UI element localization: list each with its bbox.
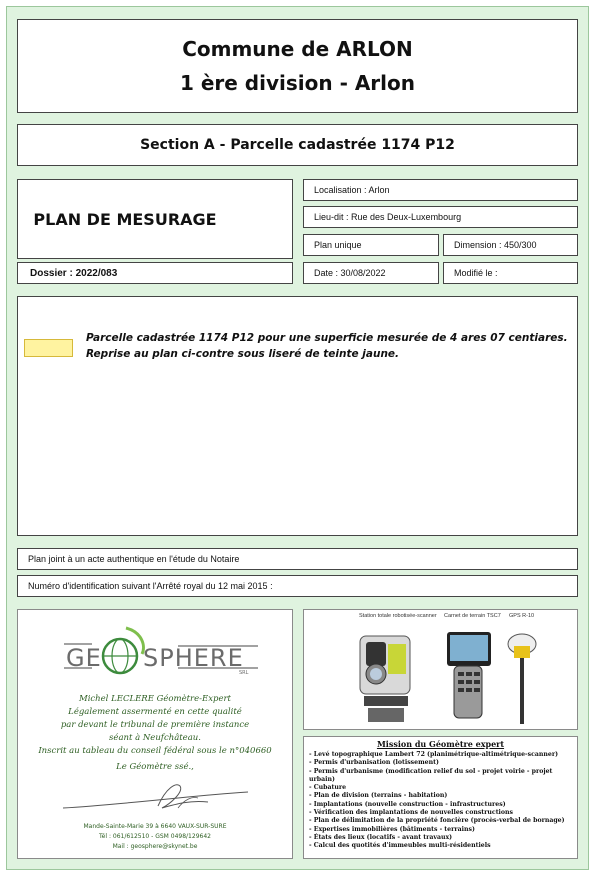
commune-title: Commune de ARLON	[182, 37, 413, 61]
mission-box	[303, 736, 578, 859]
mission-item: - Calcul des quotités d'immeubles multi-résidentiels	[309, 842, 491, 850]
description-box	[17, 296, 578, 536]
logo-left-text: GE	[66, 644, 102, 672]
mission-item: - Levé topographique Lambert 72 (planimétrique-altimétrique-scanner)	[309, 751, 559, 758]
geosphere-logo	[58, 622, 268, 682]
mission-item: - Vérification des implantations de nouvelles constructions	[309, 809, 514, 817]
geometre-box	[17, 609, 293, 859]
geometre-line-3: par devant le tribunal de première instance	[60, 720, 250, 730]
section-box	[17, 124, 578, 166]
mission-item: - Plan de division (terrains - habitation)	[309, 792, 448, 800]
description-line-1: Parcelle cadastrée 1174 P12 pour une superficie mesurée de 4 ares 07 centiares.	[86, 332, 568, 344]
plan-sheet	[6, 6, 589, 870]
geometre-line-5: Inscrit au tableau du conseil fédéral sous le n°040660	[38, 746, 272, 756]
lieu-dit-field: Lieu-dit : Rue des Deux-Luxembourg	[303, 206, 578, 228]
geometre-line-6: Le Géomètre ssé.,	[116, 762, 194, 772]
equipment-label-3: GPS R-10	[509, 613, 535, 619]
signature-image	[58, 778, 258, 818]
header-box	[17, 19, 578, 113]
plan-unique-field: Plan unique	[303, 234, 439, 256]
yellow-border-swatch	[24, 339, 73, 357]
geometre-line-2: Légalement assermenté en cette qualité	[68, 707, 242, 717]
equipment-label-1: Station totale robotisée-scanner	[359, 613, 437, 619]
address-line-2: Tél : 061/612510 - GSM 0498/129642	[99, 833, 211, 840]
mission-item: - Permis d'urbanisation (lotissement)	[309, 759, 439, 767]
mission-list	[309, 751, 577, 851]
parcel-description	[86, 330, 568, 362]
address-line-3: Mail : geosphere@skynet.be	[112, 843, 198, 850]
mission-item: - Expertises immobilières (bâtiments - terrains)	[309, 825, 475, 833]
mission-title: Mission du Géomètre expert	[376, 739, 505, 749]
plan-title-box	[17, 179, 293, 259]
geometre-line-1: Michel LECLERE Géomètre-Expert	[79, 694, 231, 704]
dimension-field: Dimension : 450/300	[443, 234, 578, 256]
mission-item: - Permis d'urbanisme (modification relief du sol - projet voirie - projet urbain)	[309, 767, 553, 783]
total-station-icon	[360, 636, 410, 722]
address-line-1: Mande-Sainte-Marie 39 à 6640 VAUX-SUR-SURE	[83, 823, 227, 830]
division-title: 1 ère division - Arlon	[179, 71, 416, 95]
date-field: Date : 30/08/2022	[303, 262, 439, 284]
mission-item: - Implantations (nouvelle construction - infrastructures)	[309, 800, 506, 808]
equipment-box	[303, 609, 578, 730]
logo-right-text: SPHERE	[143, 644, 244, 672]
geometre-line-4: séant à Neufchâteau.	[109, 733, 201, 743]
modifie-field: Modifié le :	[443, 262, 578, 284]
notaire-note: Plan joint à un acte authentique en l'étude du Notaire	[17, 548, 578, 570]
dossier-field: Dossier : 2022/083	[17, 262, 293, 284]
identification-note: Numéro d'identification suivant l'Arrêté royal du 12 mai 2015 :	[17, 575, 578, 597]
section-title: Section A - Parcelle cadastrée 1174 P12	[140, 137, 455, 153]
equipment-label-2: Carnet de terrain TSC7	[444, 613, 501, 619]
mission-item: - Plan de délimitation de la propriété foncière (procès-verbal de bornage)	[309, 817, 565, 825]
logo-suffix-text: SRL	[239, 670, 249, 676]
mission-item: - États des lieux (locatifs - avant travaux)	[309, 833, 453, 841]
gps-receiver-icon	[508, 634, 536, 724]
localisation-field: Localisation : Arlon	[303, 179, 578, 201]
plan-title: PLAN DE MESURAGE	[33, 209, 217, 229]
mission-item: - Cubature	[309, 784, 347, 792]
field-controller-icon	[447, 632, 491, 718]
equipment-image	[304, 622, 577, 728]
globe-icon	[103, 628, 143, 673]
description-line-2: Reprise au plan ci-contre sous liseré de teinte jaune.	[86, 348, 400, 360]
